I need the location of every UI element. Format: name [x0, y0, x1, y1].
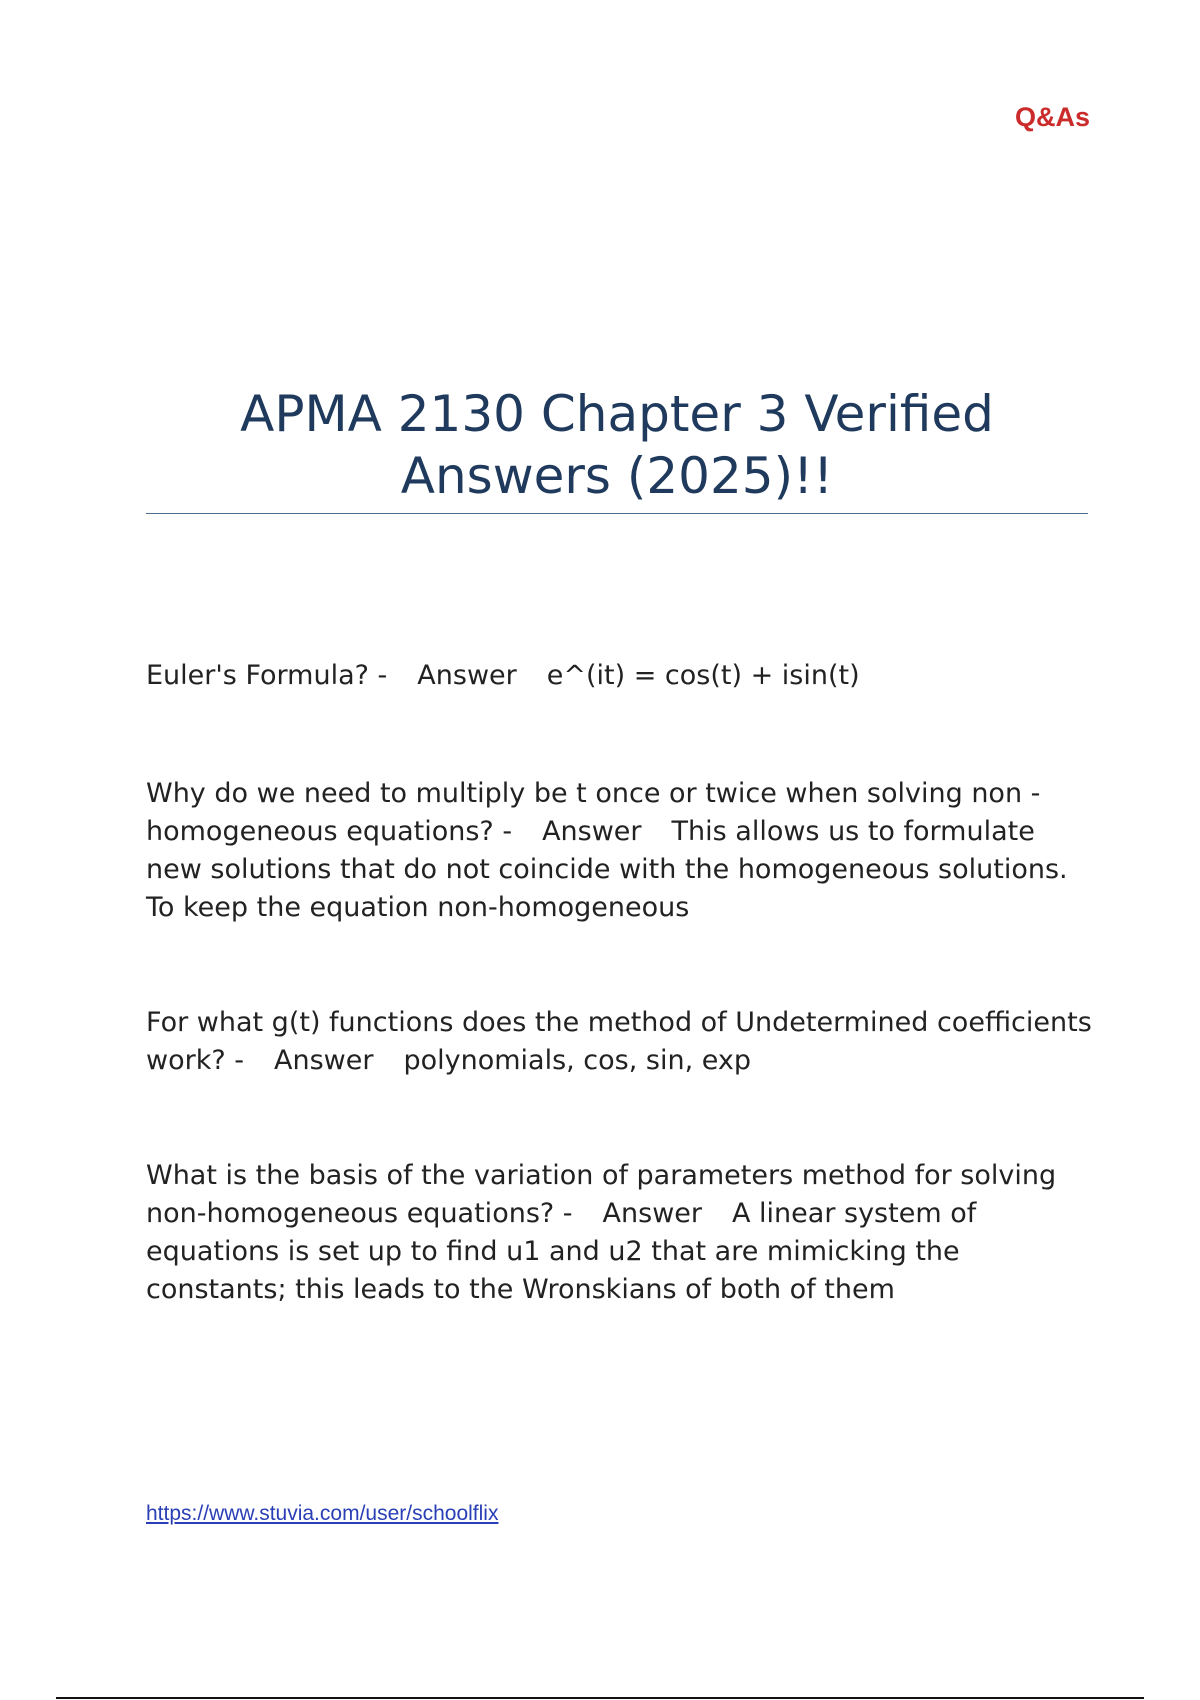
qa-item-4 — [146, 1157, 1096, 1309]
qa-answer-label: Answer — [542, 816, 642, 847]
qa-item-3 — [146, 1004, 1096, 1080]
qa-answer: e^(it) = cos(t) + isin(t) — [546, 660, 860, 691]
title-divider — [146, 513, 1088, 514]
qa-answer-label: Answer — [417, 660, 517, 691]
page-bottom-divider — [56, 1697, 1144, 1699]
footer-link[interactable]: https://www.stuvia.com/user/schoolflix — [146, 1502, 499, 1525]
qa-question: What is the basis of the variation of parameters method for solving non-homogeneous equations? - — [146, 1160, 1057, 1229]
qa-question: Why do we need to multiply be t once or twice when solving non - homogeneous equations? - — [146, 778, 1041, 847]
qas-badge: Q&As — [1014, 102, 1090, 132]
qa-question: For what g(t) functions does the method of Undetermined coefficients work? - — [146, 1007, 1092, 1076]
qa-answer: This allows us to formulate new solutions that do not coincide with the homogeneous solutions. To keep the equation non-homogeneous — [146, 816, 1068, 923]
document-title: APMA 2130 Chapter 3 Verified Answers (2025)!! — [240, 385, 994, 505]
qa-answer-label: Answer — [602, 1198, 702, 1229]
qa-answer: A linear system of equations is set up to find u1 and u2 that are mimicking the constants; this leads to the Wronskians of both of them — [146, 1198, 977, 1305]
qa-item-2 — [146, 775, 1096, 927]
qa-answer: polynomials, cos, sin, exp — [403, 1045, 751, 1076]
qa-answer-label: Answer — [274, 1045, 374, 1076]
qa-question: Euler's Formula? - — [146, 660, 388, 691]
qa-item-1 — [146, 657, 1096, 695]
